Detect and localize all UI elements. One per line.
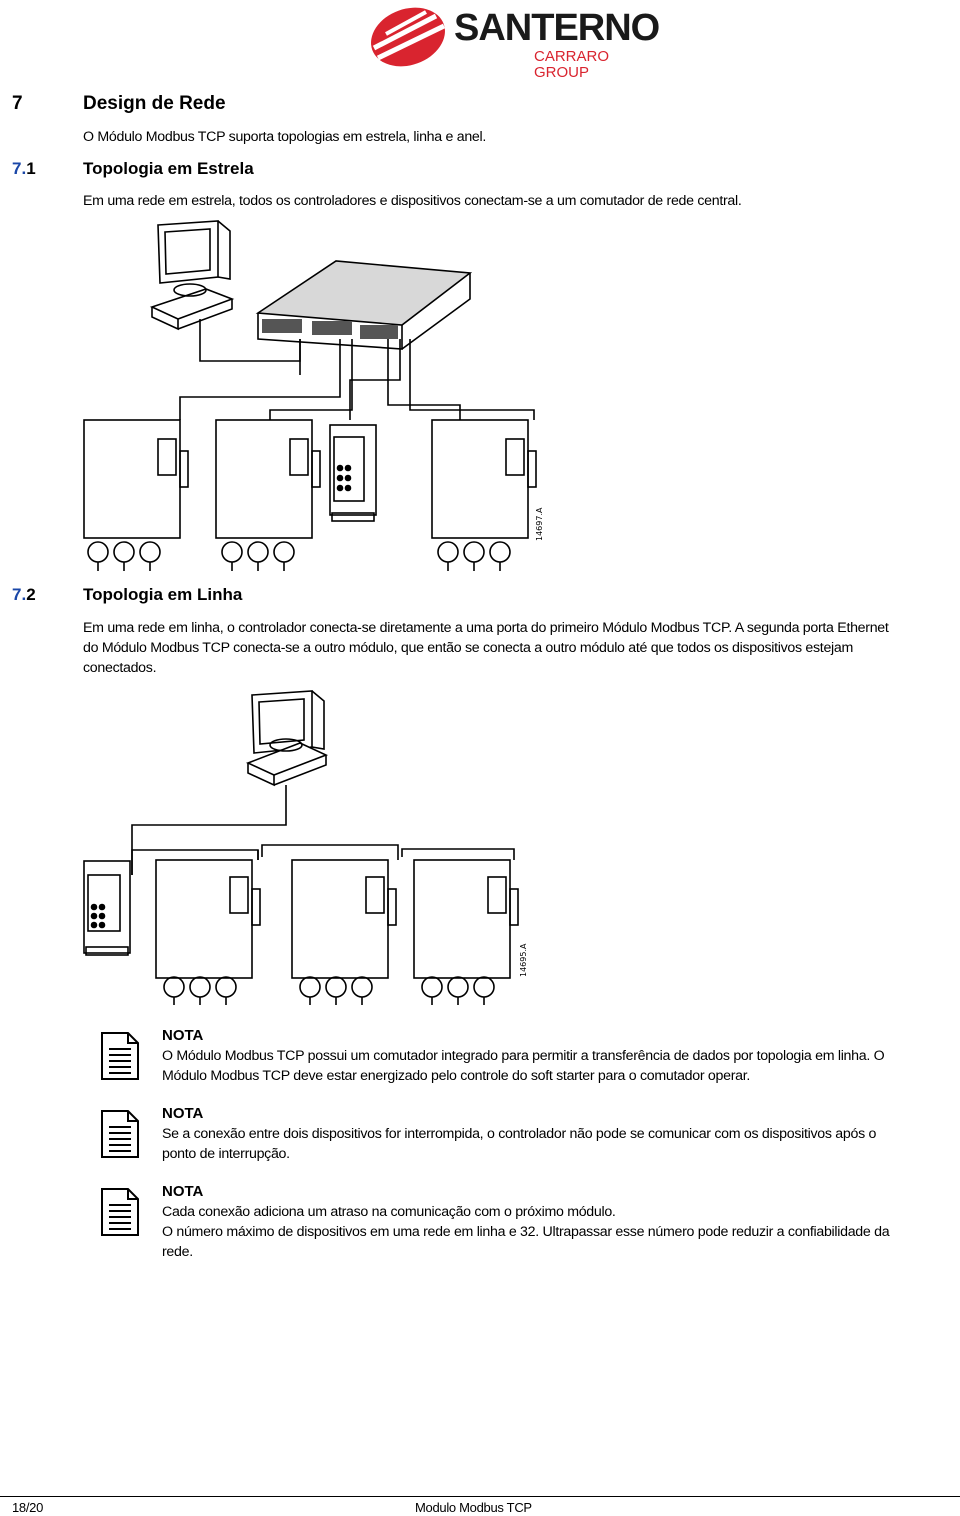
pc-computer-icon xyxy=(248,691,326,785)
figure-code-line: 14695.A xyxy=(519,943,528,977)
note-icon xyxy=(100,1187,140,1242)
line-topology-figure xyxy=(0,685,960,1010)
soft-starter-icon xyxy=(216,420,320,571)
santerno-swoosh-icon xyxy=(366,4,456,68)
section-7-2-line1: Em uma rede em linha, o controlador conecta-se diretamente a uma porta do primeiro Módulo Modbus TCP. A segunda porta Ethernet xyxy=(83,620,889,636)
soft-starter-icon xyxy=(432,420,536,571)
santerno-logo xyxy=(366,4,666,81)
controller-module-icon xyxy=(330,425,376,521)
footer-doc-title: Modulo Modbus TCP xyxy=(415,1500,532,1515)
section-7-1-number: 7.1 xyxy=(12,159,36,178)
note-3-line3: rede. xyxy=(162,1244,193,1260)
section-7-1-title: Topologia em Estrela xyxy=(83,159,254,178)
section-7-2-line2: do Módulo Modbus TCP conecta-se a outro módulo, que então se conecta a outro módulo até que todos os dispositivos estejam xyxy=(83,640,853,656)
section-7-2-title: Topologia em Linha xyxy=(83,585,243,604)
section-7-title: Design de Rede xyxy=(83,93,226,114)
section-7-2-line3: conectados. xyxy=(83,660,157,676)
soft-starter-icon xyxy=(156,860,260,1005)
note-2-line2: ponto de interrupção. xyxy=(162,1146,290,1162)
note-2-line1: Se a conexão entre dois dispositivos for interrompida, o controlador não pode se comunicar com os dispositivos após o xyxy=(162,1126,877,1142)
logo-subtitle: CARRARO GROUP xyxy=(534,48,610,81)
note-3-line2: O número máximo de dispositivos em uma rede em linha e 32. Ultrapassar esse número pode reduzir a confiabilidade da xyxy=(162,1224,890,1240)
controller-module-icon xyxy=(84,861,130,955)
note-icon xyxy=(100,1109,140,1164)
note-1-line2: Módulo Modbus TCP deve estar energizado pelo controle do soft starter para o comutador operar. xyxy=(162,1068,751,1084)
star-topology-figure xyxy=(0,215,960,575)
section-7-1-text: Em uma rede em estrela, todos os controladores e dispositivos conectam-se a um comutador de rede central. xyxy=(83,193,742,209)
note-icon xyxy=(100,1031,140,1086)
soft-starter-icon xyxy=(292,860,396,1005)
note-3-line1: Cada conexão adiciona um atraso na comunicação com o próximo módulo. xyxy=(162,1204,616,1220)
soft-starter-icon xyxy=(414,860,518,1005)
footer-page-number: 18/20 xyxy=(12,1500,44,1515)
logo-wordmark: SANTERNO xyxy=(454,7,660,49)
section-7-number: 7 xyxy=(12,93,23,114)
section-7-intro: O Módulo Modbus TCP suporta topologias em estrela, linha e anel. xyxy=(83,129,486,145)
soft-starter-icon xyxy=(84,420,188,571)
note-1-line1: O Módulo Modbus TCP possui um comutador integrado para permitir a transferência de dados por topologia em linha. O xyxy=(162,1048,885,1064)
section-7-2-number: 7.2 xyxy=(12,585,36,604)
pc-computer-icon xyxy=(152,221,232,329)
note-3-title: NOTA xyxy=(162,1183,204,1200)
footer-divider xyxy=(0,1496,960,1497)
figure-code-star: 14697.A xyxy=(535,507,544,541)
note-2-title: NOTA xyxy=(162,1105,204,1122)
note-1-title: NOTA xyxy=(162,1027,204,1044)
